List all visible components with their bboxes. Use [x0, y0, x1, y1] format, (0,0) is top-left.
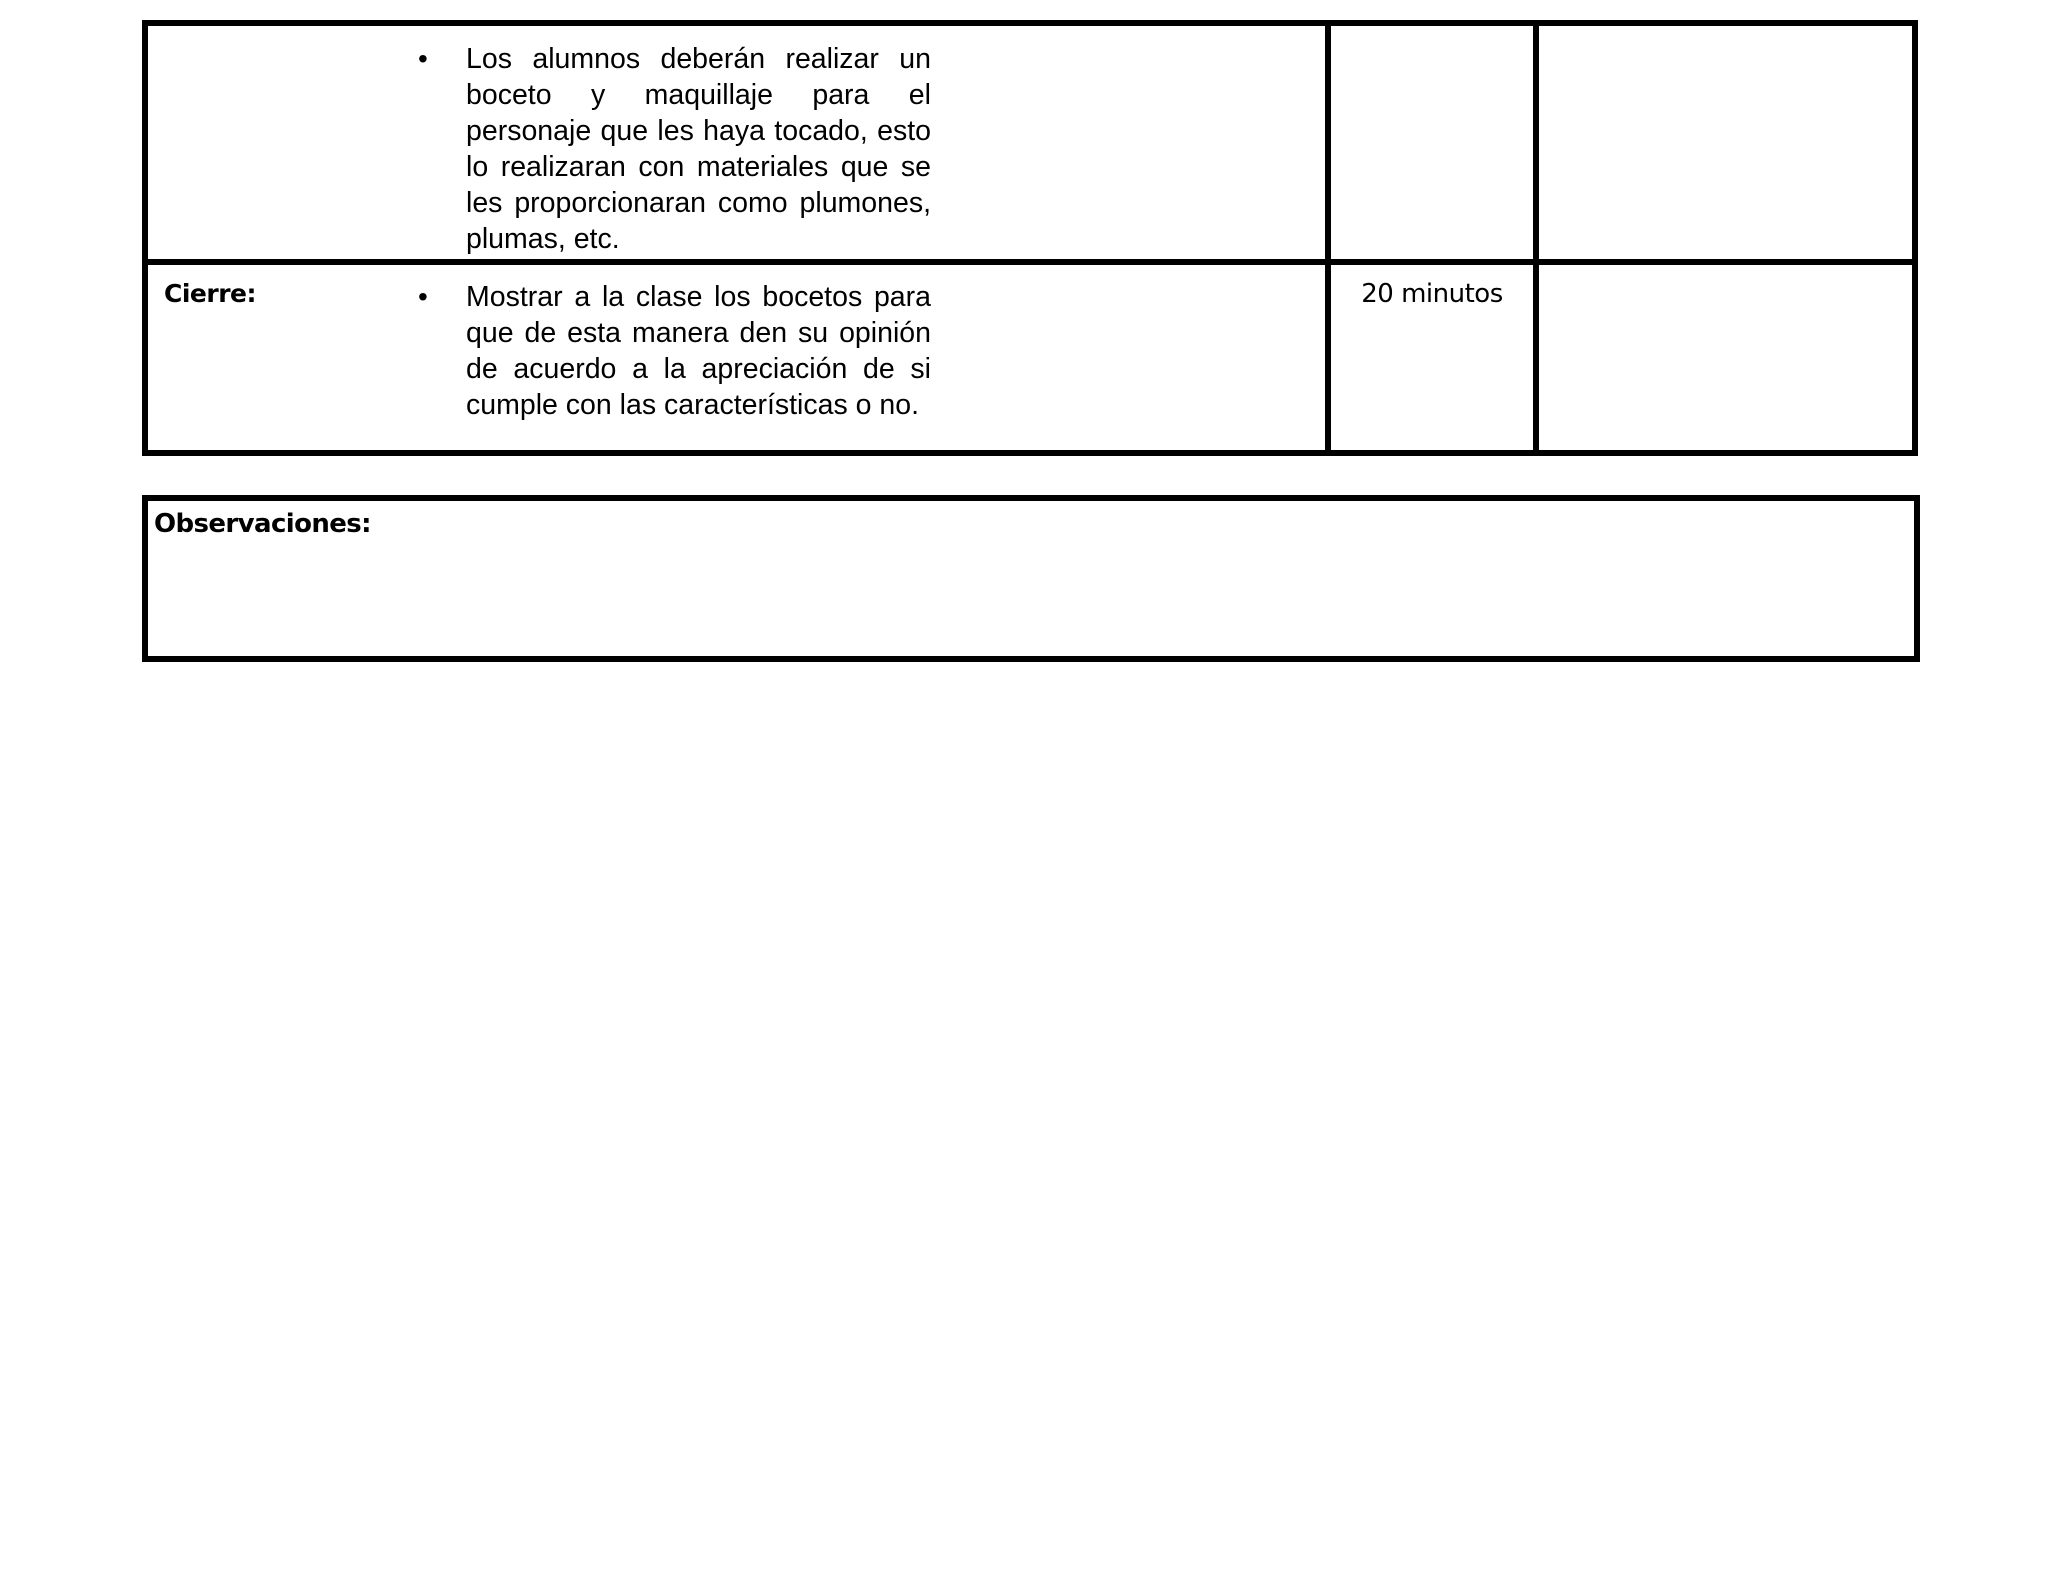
activity-bullet-item: [418, 279, 1080, 423]
activity-bullet-item: [418, 41, 1080, 257]
observations-label: Observaciones:: [154, 509, 371, 539]
bullet-icon: •: [418, 281, 428, 312]
table-row: [148, 265, 1912, 450]
column-divider: [1533, 265, 1539, 450]
bullet-icon: •: [418, 43, 428, 74]
time-cell: 20 minutos: [1361, 279, 1503, 309]
stage-label: Cierre:: [164, 279, 256, 308]
activity-text: Mostrar a la clase los bocetos para que de esta manera den su opinión de acuerdo a la apreciación de si cumple con las características o no.: [466, 281, 931, 421]
observations-box: [142, 495, 1920, 662]
column-divider: [1325, 26, 1331, 259]
column-divider: [1533, 26, 1539, 259]
table-row: [148, 26, 1912, 265]
activity-text: Los alumnos deberán realizar un boceto y maquillaje para el personaje que les haya tocado, esto lo realizaran con materiales que se les proporcionaran como plumones, plumas, etc.: [466, 43, 931, 255]
lesson-plan-table: [142, 20, 1918, 456]
